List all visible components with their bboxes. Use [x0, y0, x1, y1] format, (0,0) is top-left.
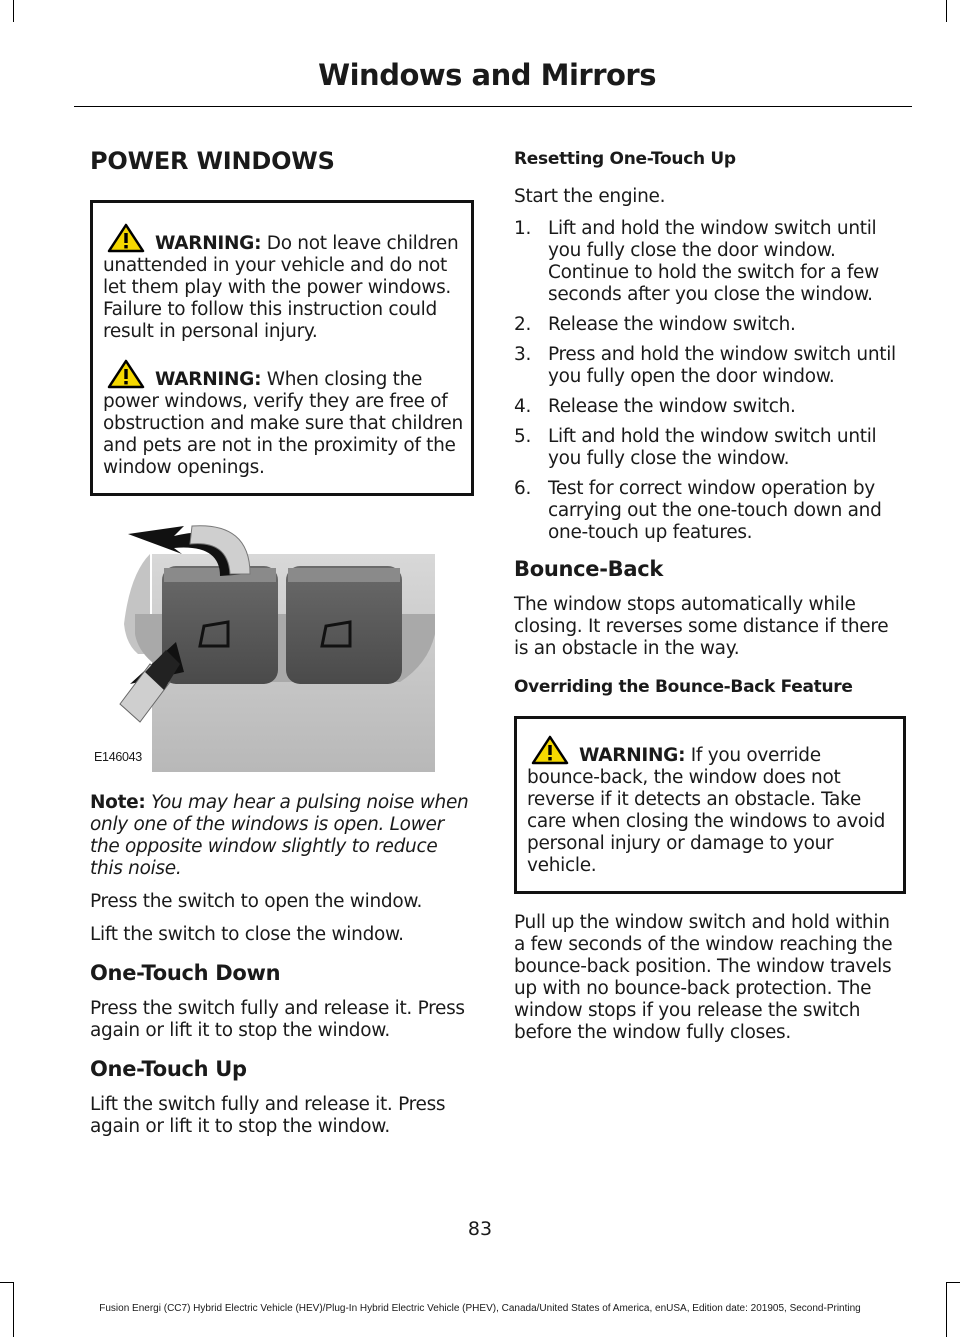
list-item: 4. Release the window switch. [514, 396, 796, 417]
body-paragraph: Press the switch to open the window. [90, 891, 423, 912]
body-paragraph: Press the switch fully and release it. Press again or lift it to stop the window. [90, 998, 465, 1041]
warning-text: When closing the power windows, verify they are free of obstruction and make sure that children and pets are not in the proximity of the window openings. [103, 369, 463, 478]
crop-mark [0, 1282, 14, 1283]
warning-label: WARNING: [579, 745, 686, 766]
subheading-one-touch-up: One-Touch Up [90, 1057, 247, 1081]
warning-paragraph [103, 223, 463, 343]
body-paragraph: Lift the switch to close the window. [90, 924, 404, 945]
body-paragraph: Lift the switch fully and release it. Press again or lift it to stop the window. [90, 1094, 446, 1137]
page-footer: Fusion Energi (CC7) Hybrid Electric Vehicle (HEV)/Plug-In Hybrid Electric Vehicle (PHEV), Canada/United States of America, enUSA, Edition date: 201905, Second-Printing [99, 1303, 861, 1314]
left-column [90, 147, 474, 1149]
list-item: 5. Lift and hold the window switch until you fully close the window. [514, 426, 877, 469]
crop-mark [946, 1282, 960, 1283]
subheading-one-touch-down: One-Touch Down [90, 961, 281, 985]
warning-text: If you override bounce-back, the window does not reverse if it detects an obstacle. Take care when closing the windows to avoid personal injury or damage to your vehicle. [527, 745, 886, 876]
body-paragraph: Start the engine. [514, 186, 666, 207]
subheading-bounce-back: Bounce-Back [514, 557, 664, 581]
note-text: You may hear a pulsing noise when only one of the windows is open. Lower the opposite window slightly to reduce this noise. [90, 792, 469, 879]
warning-triangle-icon [107, 223, 145, 253]
warning-paragraph [527, 735, 895, 877]
warning-paragraph [103, 359, 463, 479]
page-header-title: Windows and Mirrors [318, 58, 656, 92]
list-item: 2. Release the window switch. [514, 314, 796, 335]
steps-list [514, 218, 906, 544]
body-paragraph: The window stops automatically while closing. It reverses some distance if there is an obstacle in the way. [514, 594, 889, 659]
list-item: 6. Test for correct window operation by carrying out the one-touch down and one-touch up features. [514, 478, 882, 543]
window-switch-illustration [90, 514, 474, 772]
note-paragraph [90, 792, 474, 880]
warning-label: WARNING: [155, 233, 262, 254]
note-label: Note: [90, 792, 146, 813]
list-item: 1. Lift and hold the window switch until you fully close the door window. Continue to hold the switch for a few seconds after you close the window. [514, 218, 879, 305]
warning-triangle-icon [107, 359, 145, 389]
warning-label: WARNING: [155, 369, 262, 390]
section-title: POWER WINDOWS [90, 147, 335, 175]
window-switch-figure [90, 514, 474, 772]
header-rule [74, 106, 912, 107]
crop-mark [13, 0, 14, 22]
crop-mark [946, 0, 947, 22]
warning-box [514, 716, 906, 894]
body-paragraph: Pull up the window switch and hold within a few seconds of the window reaching the bounce-back position. The window travels up with no bounce-back protection. The window stops if you release the switch before the window fully closes. [514, 912, 893, 1043]
warning-box [90, 200, 474, 496]
page-number: 83 [467, 1218, 493, 1240]
warning-text: Do not leave children unattended in your vehicle and do not let them play with the power windows. Failure to follow this instruction could result in personal injury. [103, 233, 459, 342]
warning-triangle-icon [531, 735, 569, 765]
list-item: 3. Press and hold the window switch until you fully open the door window. [514, 344, 896, 387]
subheading-resetting: Resetting One-Touch Up [514, 149, 736, 169]
subheading-overriding: Overriding the Bounce-Back Feature [514, 677, 853, 697]
figure-code: E146043 [94, 750, 142, 764]
right-column [514, 148, 906, 1055]
